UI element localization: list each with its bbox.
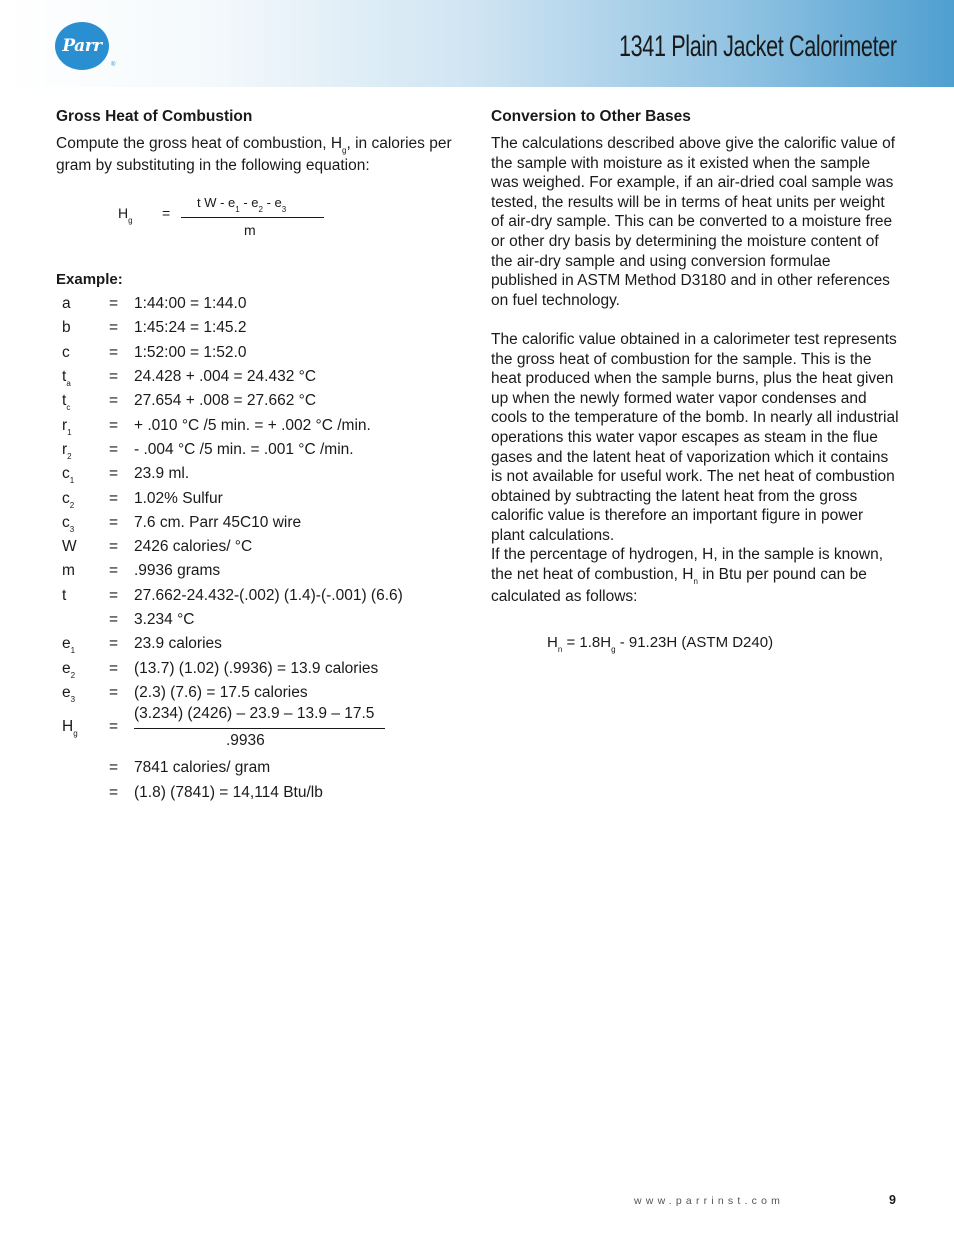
row-equals: = bbox=[109, 489, 119, 507]
intro-paragraph: Compute the gross heat of combustion, $H_g$, in calories per gram by substituting in the following equation: bbox=[56, 135, 452, 174]
row-equals: = bbox=[109, 586, 119, 604]
equation-denominator: m bbox=[244, 222, 256, 239]
row-value: 2426 calories/ °C bbox=[134, 538, 253, 556]
row-equals: = bbox=[109, 465, 119, 483]
paragraph-hydrogen: If the percentage of hydrogen, H, in the sample is known, the net heat of combustion, $H_n$ in Btu per pound can be calculated as follows: bbox=[491, 546, 884, 605]
row-equals: = bbox=[109, 683, 119, 701]
example-row bbox=[56, 781, 456, 805]
example-label: Example: bbox=[56, 271, 123, 289]
page-header bbox=[0, 0, 954, 87]
row-symbol: b bbox=[62, 319, 71, 337]
paragraph-calorific-value: The calculations described above give the calorific value of the sample with moisture as it existed when the sample was weighed. For example, if an air-dried coal sample was tested, the results will be in terms of heat units per weight of air-dry sample. This can be converted to a moisture free or other dry basis by determining the moisture content of the air-dry sample and using conversion formulae published in ASTM Method D3180 and in other references on fuel technology. bbox=[491, 135, 896, 309]
row-equals: = bbox=[109, 513, 119, 531]
row-symbol: m bbox=[62, 562, 75, 580]
gross-heat-equation bbox=[56, 175, 456, 265]
row-equals: = bbox=[109, 562, 119, 580]
row-equals: = bbox=[109, 392, 119, 410]
example-row bbox=[56, 292, 456, 316]
row-symbol: $c_1$ bbox=[62, 465, 75, 486]
example-row bbox=[56, 657, 456, 681]
row-value: + .010 °C /5 min. = + .002 °C /min. bbox=[134, 416, 371, 434]
paragraph-gross-net: The calorific value obtained in a calorimeter test represents the gross heat of combustion for the sample. This is the heat produced when the sample burns, plus the heat given up when the newly formed water vapor condenses and cools to the temperature of the bomb. In nearly all industrial operations this water vapor escapes as steam in the flue gases and the latent heat of vaporization which it contains is not available for useful work. The net heat of combustion obtained by subtracting the latent heat from the gross calorific value is therefore an important figure in power plant calculations. bbox=[491, 330, 899, 544]
logo-text: Parr bbox=[62, 36, 102, 56]
right-column bbox=[491, 108, 901, 655]
row-symbol: $c_2$ bbox=[62, 489, 75, 510]
row-equals: = bbox=[109, 759, 119, 777]
row-symbol: t bbox=[62, 586, 67, 604]
parr-logo-icon bbox=[55, 22, 109, 70]
net-heat-equation: $H_n = 1.8H_g - 91.23H$ (ASTM D240) bbox=[547, 634, 774, 655]
row-value: (1.8) (7841) = 14,114 Btu/lb bbox=[134, 783, 323, 801]
row-equals: = bbox=[109, 440, 119, 458]
hg-numerator: (3.234) (2426) – 23.9 – 13.9 – 17.5 bbox=[134, 705, 375, 723]
example-row bbox=[56, 316, 456, 340]
registered-mark: ® bbox=[111, 62, 116, 68]
row-value: 1.02% Sulfur bbox=[134, 489, 223, 507]
row-symbol: $H_g$ bbox=[62, 718, 78, 739]
row-equals: = bbox=[109, 295, 119, 313]
document-title: 1341 Plain Jacket Calorimeter bbox=[619, 30, 897, 63]
row-symbol: $r_1$ bbox=[62, 416, 72, 437]
row-value: 23.9 calories bbox=[134, 635, 222, 653]
row-symbol: $t_c$ bbox=[62, 392, 71, 413]
row-symbol: $e_1$ bbox=[62, 635, 76, 656]
row-value: (2.3) (7.6) = 17.5 calories bbox=[134, 683, 308, 701]
example-row bbox=[56, 756, 456, 780]
row-value: 7.6 cm. Parr 45C10 wire bbox=[134, 513, 302, 531]
row-value: 27.662-24.432-(.002) (1.4)-(-.001) (6.6) bbox=[134, 586, 403, 604]
row-equals: = bbox=[109, 718, 119, 736]
footer-url: www.parrinst.com bbox=[634, 1195, 785, 1207]
example-row bbox=[56, 535, 456, 559]
row-value: 23.9 ml. bbox=[134, 465, 190, 483]
row-symbol: $t_a$ bbox=[62, 368, 71, 389]
row-value: 3.234 °C bbox=[134, 611, 195, 629]
row-equals: = bbox=[109, 659, 119, 677]
section-heading-gross-heat: Gross Heat of Combustion bbox=[56, 108, 253, 125]
row-value: (13.7) (1.02) (.9936) = 13.9 calories bbox=[134, 659, 379, 677]
row-symbol: c bbox=[62, 343, 70, 361]
row-equals: = bbox=[109, 319, 119, 337]
row-symbol: a bbox=[62, 295, 71, 313]
row-equals: = bbox=[109, 343, 119, 361]
example-row bbox=[56, 365, 456, 389]
row-value: 7841 calories/ gram bbox=[134, 759, 271, 777]
row-symbol: $r_2$ bbox=[62, 440, 72, 461]
example-row bbox=[56, 511, 456, 535]
example-row bbox=[56, 584, 456, 608]
example-row bbox=[56, 559, 456, 583]
example-row bbox=[56, 608, 456, 632]
row-value: - .004 °C /5 min. = .001 °C /min. bbox=[134, 440, 354, 458]
example-row bbox=[56, 414, 456, 438]
row-equals: = bbox=[109, 635, 119, 653]
row-value: 27.654 + .008 = 27.662 °C bbox=[134, 392, 317, 410]
row-symbol: $e_3$ bbox=[62, 683, 76, 704]
example-row bbox=[56, 632, 456, 656]
equation-equals: = bbox=[162, 205, 171, 222]
row-equals: = bbox=[109, 783, 119, 801]
row-equals: = bbox=[109, 416, 119, 434]
example-row bbox=[56, 341, 456, 365]
page-number: 9 bbox=[889, 1193, 896, 1207]
row-symbol: W bbox=[62, 538, 77, 556]
left-column bbox=[56, 108, 456, 805]
row-value: 1:45:24 = 1:45.2 bbox=[134, 319, 247, 337]
hg-fraction-row bbox=[56, 705, 456, 756]
row-value: 24.428 + .004 = 24.432 °C bbox=[134, 368, 317, 386]
example-row bbox=[56, 389, 456, 413]
row-equals: = bbox=[109, 611, 119, 629]
equation-lhs: $H_g$ bbox=[118, 205, 133, 226]
fraction-bar bbox=[181, 217, 324, 218]
hg-denominator: .9936 bbox=[226, 732, 265, 750]
fraction-bar bbox=[134, 728, 385, 729]
equation-numerator: t W - $e_1 - e_2 - e_3$ bbox=[197, 195, 287, 215]
row-symbol: $e_2$ bbox=[62, 659, 76, 680]
row-value: 1:52:00 = 1:52.0 bbox=[134, 343, 247, 361]
example-table bbox=[56, 292, 456, 805]
row-equals: = bbox=[109, 538, 119, 556]
example-row bbox=[56, 462, 456, 486]
example-row bbox=[56, 438, 456, 462]
row-equals: = bbox=[109, 368, 119, 386]
example-row bbox=[56, 681, 456, 705]
example-row bbox=[56, 487, 456, 511]
row-symbol: $c_3$ bbox=[62, 513, 75, 534]
row-value: .9936 grams bbox=[134, 562, 221, 580]
section-heading-conversion: Conversion to Other Bases bbox=[491, 108, 691, 125]
row-value: 1:44:00 = 1:44.0 bbox=[134, 295, 247, 313]
